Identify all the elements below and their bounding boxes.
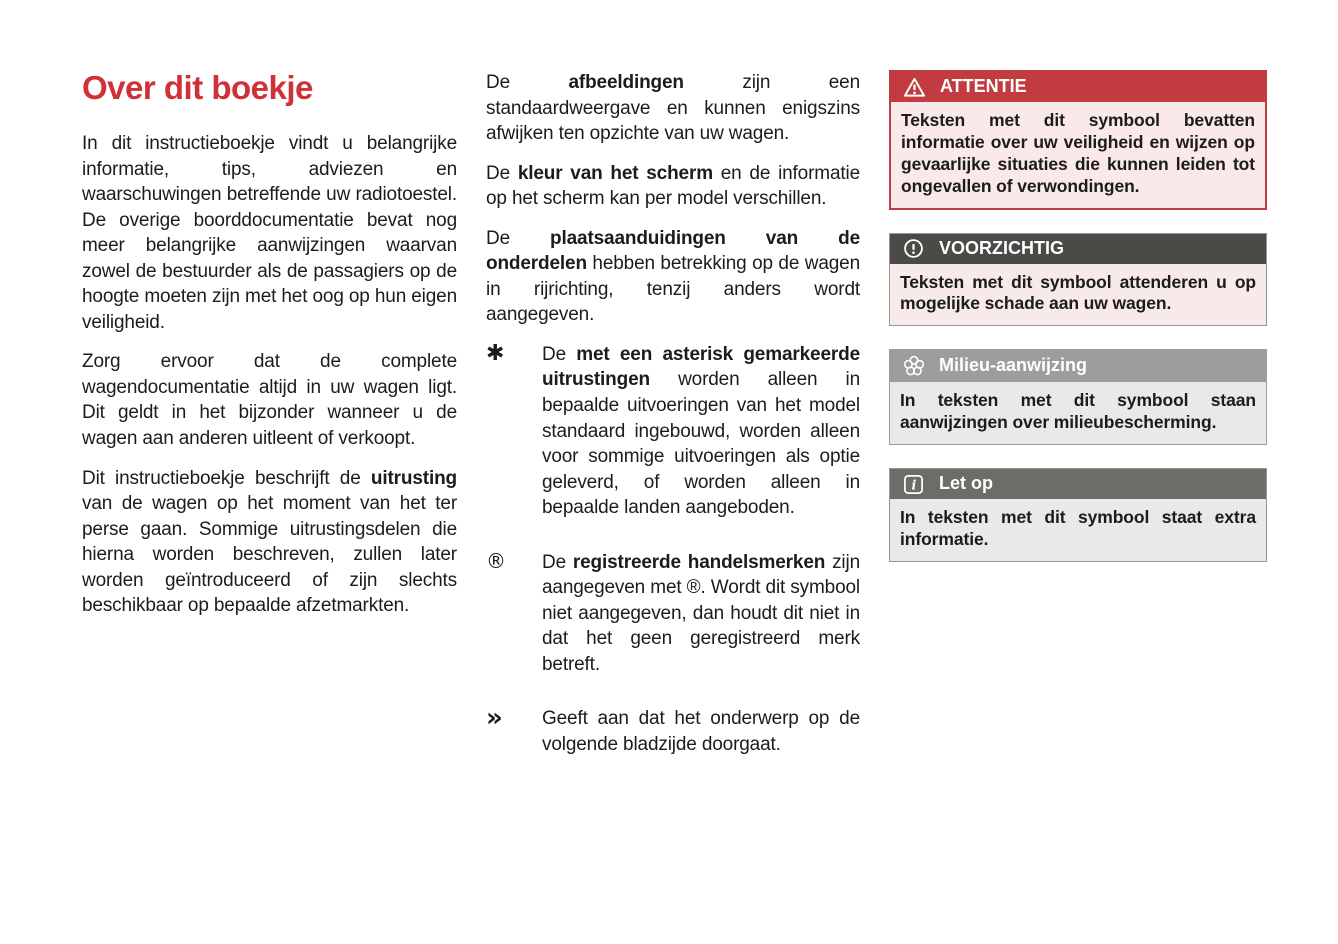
warning-triangle-icon	[902, 77, 927, 98]
callout-body	[890, 264, 1266, 326]
callout-milieu-aanwijzing	[889, 349, 1267, 445]
circle-exclamation-icon	[901, 238, 926, 259]
continuation-arrows-symbol: »	[486, 703, 500, 734]
three-column-layout	[82, 70, 1267, 787]
callout-text: In teksten met dit symbool staat extra informatie.	[900, 507, 1256, 549]
paragraph: Zorg ervoor dat de complete wagendocumentatie altijd in uw wagen ligt. Dit geldt in het bijzonder wanneer u de wagen aan anderen uitleent of verkoopt.	[82, 351, 457, 449]
asterisk-symbol: ✱	[486, 340, 505, 366]
symbol-legend-item	[486, 342, 860, 535]
symbol-legend-item	[486, 550, 860, 692]
callout-header	[890, 234, 1266, 264]
callout-text: Teksten met dit symbool attenderen u op mogelijke schade aan uw wagen.	[900, 271, 1256, 314]
callout-body	[891, 102, 1265, 208]
page-title: Over dit boekje	[82, 69, 313, 106]
callout-title: Milieu-aanwijzing	[939, 355, 1088, 376]
registered-trademark-symbol: ®	[486, 548, 506, 573]
callout-text: Teksten met dit symbool bevatten informatie over uw veiligheid en wijzen op gevaarlijke situaties die kunnen leiden tot ongevallen of verwondingen.	[901, 110, 1255, 196]
flower-icon	[901, 354, 926, 378]
callout-voorzichtig	[889, 233, 1267, 327]
callout-let-op	[889, 468, 1267, 562]
callout-attentie	[889, 70, 1267, 210]
paragraph: De plaatsaanduidingen van de onderdelen hebben betrekking op de wagen in rijrichting, tenzij anders wordt aangegeven.	[486, 227, 860, 326]
svg-text:i: i	[911, 477, 917, 493]
callout-body	[890, 382, 1266, 444]
paragraph: Dit instructieboekje beschrijft de uitrusting van de wagen op het moment van het ter perse gaan. Sommige uitrustingsdelen die hierna worden beschreven, zullen later worden geïntroduceerd of zijn slechts beschikbaar op bepaalde afzetmarkten.	[82, 467, 457, 617]
symbol-legend-text: De met een asterisk gemarkeerde uitrustingen worden alleen in bepaalde uitvoeringen van het model standaard ingebouwd, worden alleen voor sommige uitvoeringen als optie geleverd, of worden alleen in bepaalde landen aangeboden.	[542, 343, 860, 519]
callout-column	[889, 70, 1267, 585]
left-column	[82, 70, 457, 633]
info-icon	[901, 474, 926, 495]
callout-title: Let op	[939, 473, 993, 494]
paragraph: De afbeeldingen zijn een standaardweergave en kunnen enigszins afwijken ten opzichte van uw wagen.	[486, 72, 861, 145]
symbol-legend-text: De registreerde handelsmerken zijn aangegeven met ®. Wordt dit symbool niet aangegeven, dan houdt dit niet in dat het geen geregistreerd merk betreft.	[542, 551, 860, 675]
paragraph: In dit instructieboekje vindt u belangrijke informatie, tips, adviezen en waarschuwingen betreffende uw radiotoestel. De overige boorddocumentatie bevat nog meer belangrijke aanwijzingen waarvan zowel de bestuurder als de passagiers op de hoogte moeten zijn met het oog op hun eigen veiligheid.	[82, 132, 457, 333]
callout-title: ATTENTIE	[940, 76, 1027, 97]
callout-body	[890, 499, 1266, 561]
symbol-legend-text: Geeft aan dat het onderwerp op de volgende bladzijde doorgaat.	[542, 708, 860, 756]
paragraph: De kleur van het scherm en de informatie op het scherm kan per model verschillen.	[486, 162, 860, 210]
callout-title: VOORZICHTIG	[939, 237, 1064, 258]
callout-text: In teksten met dit symbool staan aanwijzingen over milieubescherming.	[900, 390, 1256, 433]
middle-column	[486, 70, 860, 787]
callout-header	[891, 72, 1265, 102]
symbol-legend-item	[486, 703, 860, 771]
callout-header	[890, 350, 1266, 382]
callout-header	[890, 469, 1266, 499]
